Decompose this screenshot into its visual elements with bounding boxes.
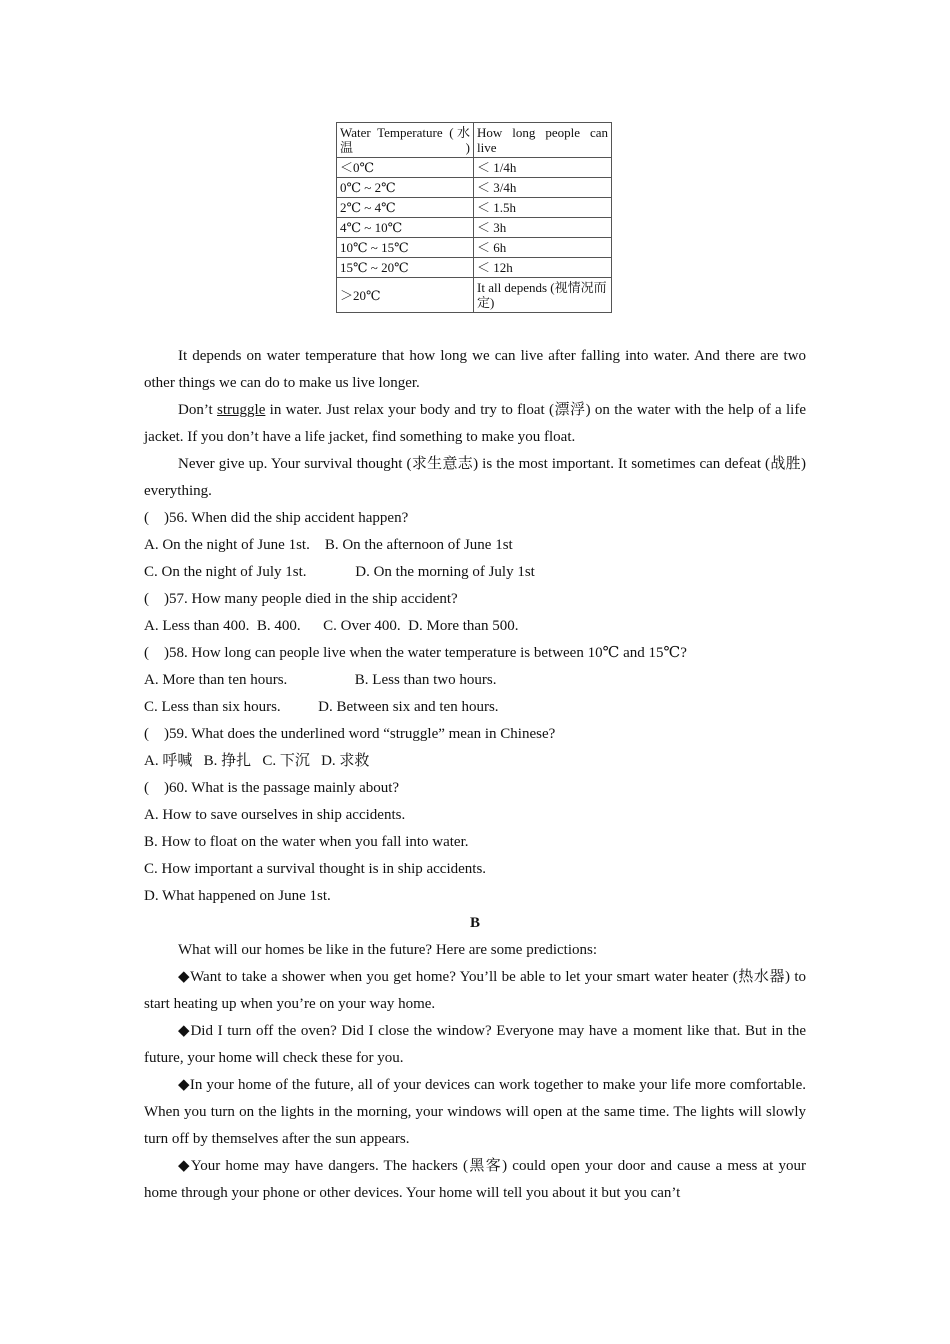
time-cell: ＜ 3/4h	[474, 178, 612, 198]
document-body	[144, 343, 806, 1207]
question-56: ( )56. When did the ship accident happen?	[144, 510, 409, 526]
temp-cell: 15℃ ~ 20℃	[337, 258, 474, 278]
temp-cell: ＞20℃	[337, 278, 474, 313]
question-60-option-b: B. How to float on the water when you fall into water.	[144, 834, 469, 850]
paragraph-water-temperature: It depends on water temperature that how long we can live after falling into water. And there are two other things we can do to make us live longer.	[144, 348, 806, 391]
temp-cell: ＜0℃	[337, 158, 474, 178]
question-56-options-ab: A. On the night of June 1st. B. On the afternoon of June 1st	[144, 537, 513, 553]
table-row	[337, 218, 612, 238]
section-b-intro: What will our homes be like in the future? Here are some predictions:	[178, 942, 598, 958]
water-temperature-table	[336, 122, 612, 313]
question-60: ( )60. What is the passage mainly about?	[144, 780, 400, 796]
time-cell: ＜ 12h	[474, 258, 612, 278]
question-60-option-a: A. How to save ourselves in ship accidents.	[144, 807, 406, 823]
table-row	[337, 198, 612, 218]
temp-cell: 10℃ ~ 15℃	[337, 238, 474, 258]
section-b-heading: B	[469, 915, 480, 931]
question-56-options-cd: C. On the night of July 1st. D. On the morning of July 1st	[144, 564, 535, 580]
prediction-item: ◆Your home may have dangers. The hackers (黑客) could open your door and cause a mess at your home through your phone or other devices. Your home will tell you about it but you can’t	[144, 1158, 806, 1201]
header-water-temperature: Water Temperature (水温)	[337, 123, 474, 158]
table-row	[337, 278, 612, 313]
question-57: ( )57. How many people died in the ship accident?	[144, 591, 458, 607]
prediction-item: ◆In your home of the future, all of your devices can work together to make your life more comfortable. When you turn on the lights in the morning, your windows will open at the same time. The lights will slowly turn off by themselves after the sun appears.	[144, 1077, 806, 1147]
time-cell: ＜ 1/4h	[474, 158, 612, 178]
table-row	[337, 238, 612, 258]
text-span: Don’t	[178, 402, 218, 418]
time-cell: ＜ 3h	[474, 218, 612, 238]
temp-cell: 4℃ ~ 10℃	[337, 218, 474, 238]
question-60-option-d: D. What happened on June 1st.	[144, 888, 331, 904]
temp-cell: 0℃ ~ 2℃	[337, 178, 474, 198]
paragraph-dont-struggle	[144, 397, 806, 451]
time-cell: It all depends (视情况而定)	[474, 278, 612, 313]
prediction-item: ◆Want to take a shower when you get home? You’ll be able to let your smart water heater (热水器) to start heating up when you’re on your way home.	[144, 969, 806, 1012]
table-row	[337, 158, 612, 178]
text-span: in water. Just relax your body and try to float (漂浮) on the water with the help of a life jacket. If you don’t have a life jacket, find something to make you float.	[144, 402, 806, 445]
question-58: ( )58. How long can people live when the water temperature is between 10℃ and 15℃?	[144, 645, 687, 661]
temp-cell: 2℃ ~ 4℃	[337, 198, 474, 218]
underlined-word-struggle: struggle	[217, 402, 266, 418]
question-58-options-ab: A. More than ten hours. B. Less than two hours.	[144, 672, 497, 688]
prediction-item: ◆Did I turn off the oven? Did I close the window? Everyone may have a moment like that. But in the future, your home will check these for you.	[144, 1023, 806, 1066]
question-59: ( )59. What does the underlined word “struggle” mean in Chinese?	[144, 726, 556, 742]
paragraph-never-give-up: Never give up. Your survival thought (求生意志) is the most important. It sometimes can defeat (战胜) everything.	[144, 456, 806, 499]
question-60-option-c: C. How important a survival thought is in ship accidents.	[144, 861, 487, 877]
time-cell: ＜ 6h	[474, 238, 612, 258]
table-header-row	[337, 123, 612, 158]
question-58-options-cd: C. Less than six hours. D. Between six and ten hours.	[144, 699, 499, 715]
question-57-options: A. Less than 400. B. 400. C. Over 400. D. More than 500.	[144, 618, 519, 634]
header-how-long: How long people can live	[474, 123, 612, 158]
table-row	[337, 178, 612, 198]
table-row	[337, 258, 612, 278]
question-59-options: A. 呼喊 B. 挣扎 C. 下沉 D. 求救	[144, 753, 370, 769]
time-cell: ＜ 1.5h	[474, 198, 612, 218]
